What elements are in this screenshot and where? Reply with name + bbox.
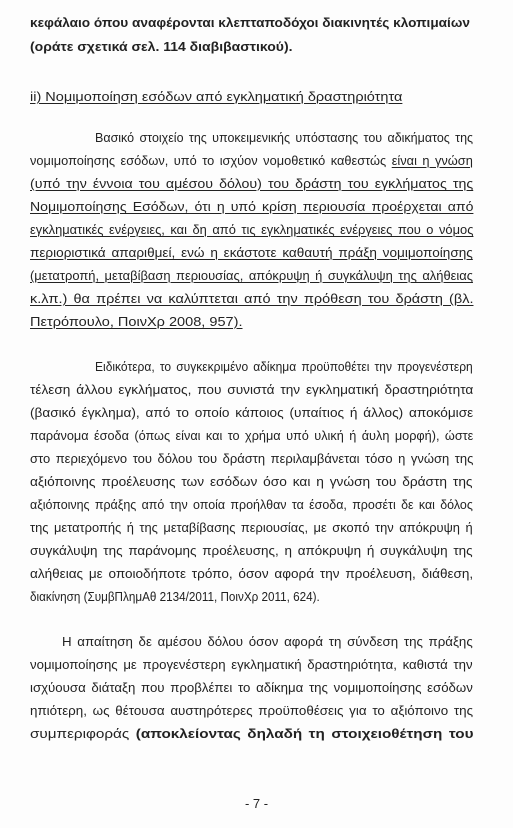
paragraph-1-line: Πετρόπουλο, ΠοινΧρ 2008, 957). <box>30 314 243 329</box>
paragraph-2-line: της μετατροπής ή της μεταβίβασης περιουσίας, με σκοπό την απόκρυψη ή <box>30 520 473 535</box>
paragraph-1-line: νομιμοποίησης εσόδων, υπό το ισχύον νομοθετικό καθεστώς είναι η γνώση <box>30 153 473 168</box>
page-number: - 7 - <box>244 796 269 811</box>
paragraph-1-line: εγκληματικές ενέργειες, και δη από τις εγκληματικές ενέργειες που ο νόμος <box>30 222 474 237</box>
intro-line-1: κεφάλαιο όπου αναφέρονται κλεπταποδόχοι διακινητές κλοπιμαίων <box>30 15 470 30</box>
paragraph-1-line: (υπό την έννοια του αμέσου δόλου) του δράστη του εγκλήματος της <box>30 176 474 191</box>
paragraph-1-line: Νομιμοποίησης Εσόδων, ότι η υπό κρίση περιουσία προέρχεται από <box>30 199 474 214</box>
paragraph-1-line: Βασικό στοιχείο της υποκειμενικής υπόστασης του αδικήματος της <box>95 130 474 145</box>
section-heading: ii) Νομιμοποίηση εσόδων από εγκληματική δραστηριότητα <box>30 89 403 104</box>
paragraph-3-line: Η απαίτηση δε αμέσου δόλου όσον αφορά τη σύνδεση της πράξης <box>62 634 473 649</box>
paragraph-2-line: αξιόποινης πράξης από την οποία προήλθαν τα έσοδα, προσέτι δε και δόλος <box>30 497 473 512</box>
paragraph-1-line: (μετατροπή, μεταβίβαση περιουσίας, απόκρυψη ή συγκάλυψη της αλήθειας <box>30 268 473 283</box>
paragraph-3-line: συμπεριφοράς (αποκλείοντας δηλαδή τη στοιχειοθέτηση του <box>30 726 474 741</box>
intro-line-2: (οράτε σχετικά σελ. 114 διαβιβαστικού). <box>30 39 293 54</box>
paragraph-2-line: συγκάλυψη της παράνομης προέλευσης, η απόκρυψη ή συγκάλυψη της <box>30 543 473 558</box>
paragraph-2-line: τέλεση άλλου εγκλήματος, που συνιστά την εγκληματική δραστηριότητα <box>30 382 474 397</box>
paragraph-2-line: αλήθειας με οποιοδήποτε τρόπο, όσον αφορά την προέλευση, διάθεση, <box>30 566 474 581</box>
paragraph-3-line: ισχύουσα διάταξη που προβλέπει το αδίκημα της νομιμοποίησης εσόδων <box>30 680 473 695</box>
paragraph-2-line: αξιόποινης προέλευσης των εσόδων όσο και η γνώση του δράστη της <box>30 474 473 489</box>
paragraph-2-line: Ειδικότερα, το συγκεκριμένο αδίκημα προϋποθέτει την προγενέστερη <box>95 359 473 374</box>
paragraph-3-line: ηπιότερη, ως θέτουσα αυστηρότερες προϋποθέσεις για το αξιόποινο της <box>30 703 474 718</box>
paragraph-2-line: παράνομα έσοδα (όπως είναι και το χρήμα υπό υλική ή άυλη μορφή), ώστε <box>30 428 474 443</box>
paragraph-2-line: διακίνηση (ΣυμβΠλημΑθ 2134/2011, ΠοινΧρ 2011, 624). <box>30 589 320 604</box>
paragraph-2-line: (βασικό έγκλημα), από το οποίο κάποιος (υπαίτιος ή άλλος) αποκόμισε <box>30 405 474 420</box>
paragraph-1-line: περιοριστικά απαριθμεί, ενώ η εκάστοτε καθαυτή πράξη νομιμοποίησης <box>30 245 473 260</box>
paragraph-3-line: νομιμοποίησης με προγενέστερη εγκληματική δραστηριότητα, καθιστά την <box>30 657 473 672</box>
paragraph-1-line: κ.λπ.) θα πρέπει να καλύπτεται από την πρόθεση του δράστη (βλ. <box>30 291 474 306</box>
paragraph-2-line: στο περιεχόμενο του δόλου του δράστη περιλαμβάνεται τόσο η γνώση της <box>30 451 474 466</box>
